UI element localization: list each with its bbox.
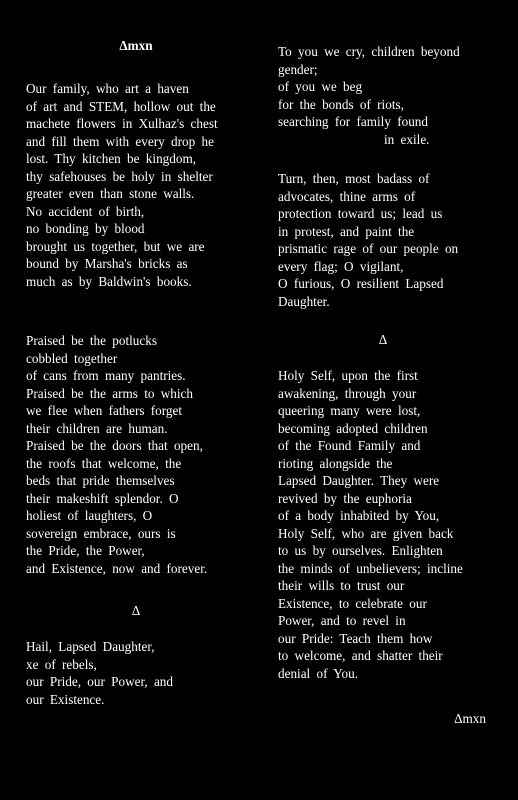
verse-line: To you we cry, children beyond xyxy=(278,44,460,59)
verse-line: in protest, and paint the xyxy=(278,223,415,239)
verse-line: their children are human. xyxy=(26,420,168,436)
verse-line: rioting alongside the xyxy=(278,455,393,471)
verse-line: and Existence, now and forever. xyxy=(26,560,208,576)
stanza-right-2 xyxy=(278,170,503,310)
verse-line: thy safehouses be holy in shelter xyxy=(26,168,213,184)
verse-line: searching for family found xyxy=(278,114,428,129)
section-separator: Δ xyxy=(378,332,388,347)
stanza-right-3 xyxy=(278,367,503,682)
stanza-left-3 xyxy=(26,638,256,708)
verse-line: Praised be the potlucks xyxy=(26,333,157,348)
verse-line: of art and STEM, hollow out the xyxy=(26,98,216,114)
verse-line: Praised be the doors that open, xyxy=(26,438,203,453)
verse-line: beds that pride themselves xyxy=(26,473,175,488)
verse-line: our Pride: Teach them how xyxy=(278,630,433,646)
verse-line: no bonding by blood xyxy=(26,221,145,236)
verse-line: in exile. xyxy=(384,131,430,147)
verse-line: cobbled together xyxy=(26,350,118,366)
poem-title: Δmxn xyxy=(119,38,153,53)
verse-line: sovereign embrace, ours is xyxy=(26,525,176,541)
verse-line: bound by Marsha's bricks as xyxy=(26,256,188,271)
verse-line: and fill them with every drop he xyxy=(26,133,214,149)
verse-line: Hail, Lapsed Daughter, xyxy=(26,639,155,654)
verse-line: Daughter. xyxy=(278,293,330,309)
stanza-left-2 xyxy=(26,332,256,577)
section-separator: Δ xyxy=(131,603,141,618)
stanza-right-1 xyxy=(278,43,503,148)
verse-line: much as by Baldwin's books. xyxy=(26,273,192,289)
verse-line: the Pride, the Power, xyxy=(26,543,145,558)
verse-line: to us by ourselves. Enlighten xyxy=(278,543,443,558)
verse-line: protection toward us; lead us xyxy=(278,206,443,221)
verse-line: O furious, O resilient Lapsed xyxy=(278,276,444,291)
verse-line: Holy Self, upon the first xyxy=(278,368,418,383)
verse-line: of a body inhabited by You, xyxy=(278,508,440,523)
verse-line: greater even than stone walls. xyxy=(26,186,195,201)
verse-line: our Pride, our Power, and xyxy=(26,674,173,689)
verse-line: Lapsed Daughter. They were xyxy=(278,473,440,488)
verse-line: of cans from many pantries. xyxy=(26,368,186,383)
verse-line: our Existence. xyxy=(26,691,105,707)
verse-line: their makeshift splendor. O xyxy=(26,490,179,506)
verse-line: No accident of birth, xyxy=(26,203,145,219)
verse-line: for the bonds of riots, xyxy=(278,96,404,112)
verse-line: gender; xyxy=(278,61,318,77)
verse-line: revived by the euphoria xyxy=(278,490,412,506)
verse-line: Existence, to celebrate our xyxy=(278,595,427,611)
stanza-left-1 xyxy=(26,80,256,290)
verse-line: xe of rebels, xyxy=(26,656,97,672)
verse-line: brought us together, but we are xyxy=(26,238,205,254)
verse-line: becoming adopted children xyxy=(278,420,428,436)
verse-line: every flag; O vigilant, xyxy=(278,258,404,274)
verse-line: lost. Thy kitchen be kingdom, xyxy=(26,151,196,166)
verse-line: queering many were lost, xyxy=(278,403,421,418)
verse-line: the minds of unbelievers; incline xyxy=(278,560,463,576)
verse-line: machete flowers in Xulhaz's chest xyxy=(26,116,218,131)
verse-line: holiest of laughters, O xyxy=(26,508,153,523)
verse-line: we flee when fathers forget xyxy=(26,403,183,418)
verse-line: Our family, who art a haven xyxy=(26,81,189,96)
verse-line: to welcome, and shatter their xyxy=(278,648,443,663)
verse-line: of the Found Family and xyxy=(278,438,421,453)
verse-line: advocates, thine arms of xyxy=(278,188,416,204)
signature: Δmxn xyxy=(454,711,486,726)
verse-line: Turn, then, most badass of xyxy=(278,171,430,186)
verse-line: their wills to trust our xyxy=(278,578,405,593)
verse-line: of you we beg xyxy=(278,79,363,94)
verse-line: Power, and to revel in xyxy=(278,613,406,628)
verse-line: prismatic rage of our people on xyxy=(278,241,459,256)
verse-line: denial of You. xyxy=(278,665,358,681)
verse-line: Praised be the arms to which xyxy=(26,385,193,401)
verse-line: Holy Self, who are given back xyxy=(278,525,454,541)
verse-line: awakening, through your xyxy=(278,385,417,401)
verse-line: the roofs that welcome, the xyxy=(26,455,182,471)
